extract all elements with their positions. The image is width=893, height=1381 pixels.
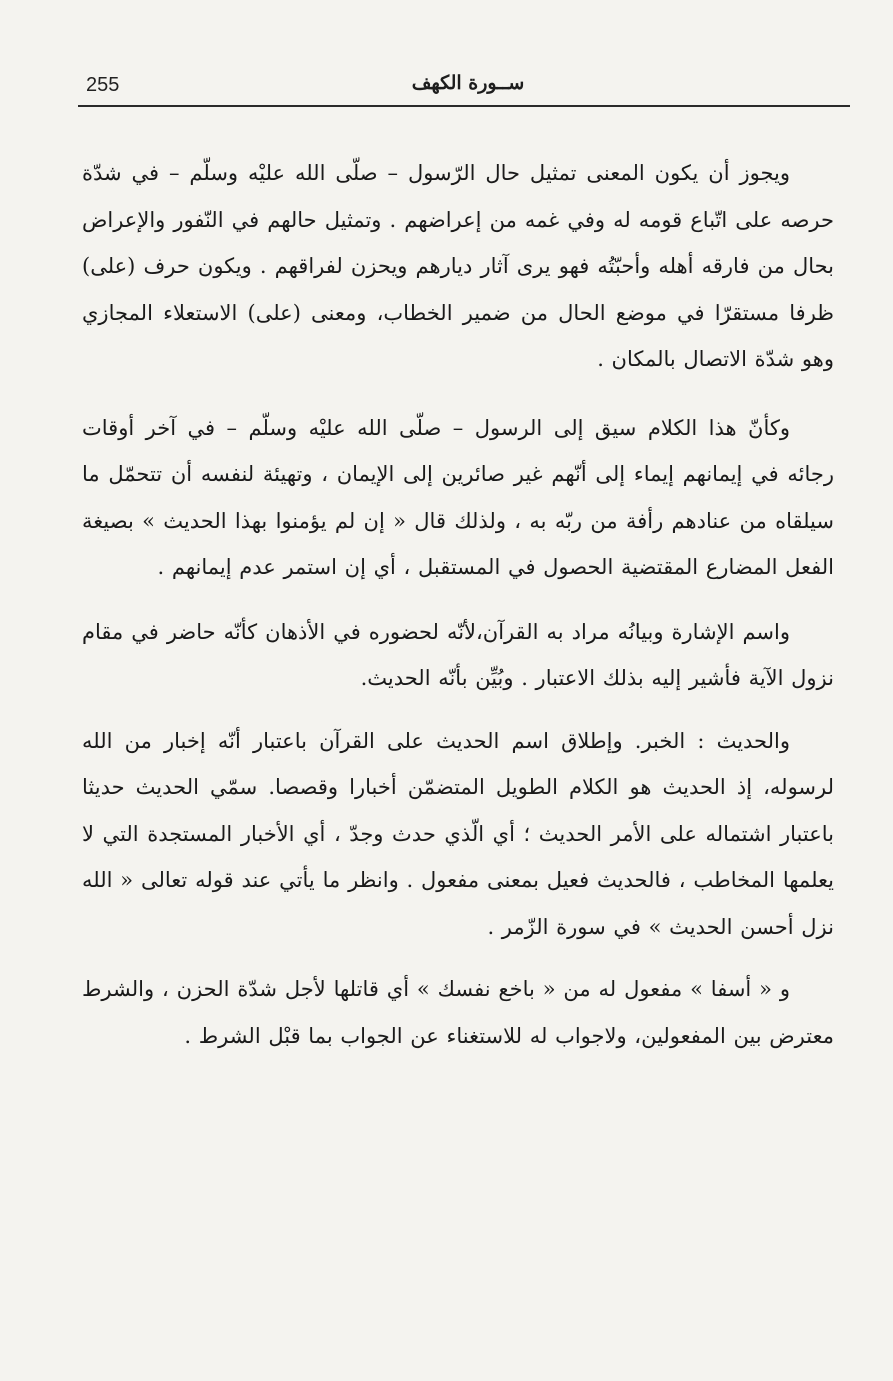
page-header	[78, 70, 850, 104]
page-number: 255	[86, 74, 120, 96]
paragraph: ويجوز أن يكون المعنى تمثيل حال الرّسول – صلّى الله عليْه وسلّم – في شدّة حرصه على اتّباع قومه له وفي غمه من إعراضهم . وتمثيل حالهم في النّفور والإعراض بحال من فارقه أهله وأحبّتُه فهو يرى آثار ديارهم ويحزن لفراقهم . ويكون حرف (على) ظرفا مستقرّا في موضع الحال من ضمير الخطاب، ومعنى (على) الاستعلاء المجازي وهو شدّة الاتصال بالمكان .	[82, 161, 834, 371]
header-divider	[78, 105, 850, 107]
running-title: ســورة الكهف	[411, 72, 525, 94]
page-body	[82, 150, 834, 1059]
paragraph: واسم الإشارة وبيانُه مراد به القرآن،لأنّه لحضوره في الأذهان كأنّه حاضر في مقام نزول الآية فأشير إليه بذلك الاعتبار . وبُيِّن بأنّه الحديث.	[82, 619, 834, 690]
paragraph: وكأنّ هذا الكلام سيق إلى الرسول – صلّى الله عليْه وسلّم – في آخر أوقات رجائه في إيمانهم إيماء إلى أنّهم غير صائرين إلى الإيمان ، وتهيئة لنفسه أن تتحمّل ما سيلقاه من عنادهم رأفة من ربّه به ، ولذلك قال « إن لم يؤمنوا بهذا الحديث » بصيغة الفعل المضارع المقتضية الحصول في المستقبل ، أي إن استمر عدم إيمانهم .	[82, 415, 834, 579]
paragraph: والحديث : الخبر. وإطلاق اسم الحديث على القرآن باعتبار أنّه إخبار من الله لرسوله، إذ الحديث هو الكلام الطويل المتضمّن أخبارا وقصصا. سمّي الحديث حديثا باعتبار اشتماله على الأمر الحديث ؛ أي الّذي حدث وجدّ ، أي الأخبار المستجدة التي لا يعلمها المخاطب ، فالحديث فعيل بمعنى مفعول . وانظر ما يأتي عند قوله تعالى « الله نزل أحسن الحديث » في سورة الزّمر .	[82, 728, 834, 939]
paragraph: و « أسفا » مفعول له من « باخع نفسك » أي قاتلها لأجل شدّة الحزن ، والشرط معترض بين المفعولين، ولاجواب له للاستغناء عن الجواب بما قبْل الشرط .	[82, 977, 834, 1048]
